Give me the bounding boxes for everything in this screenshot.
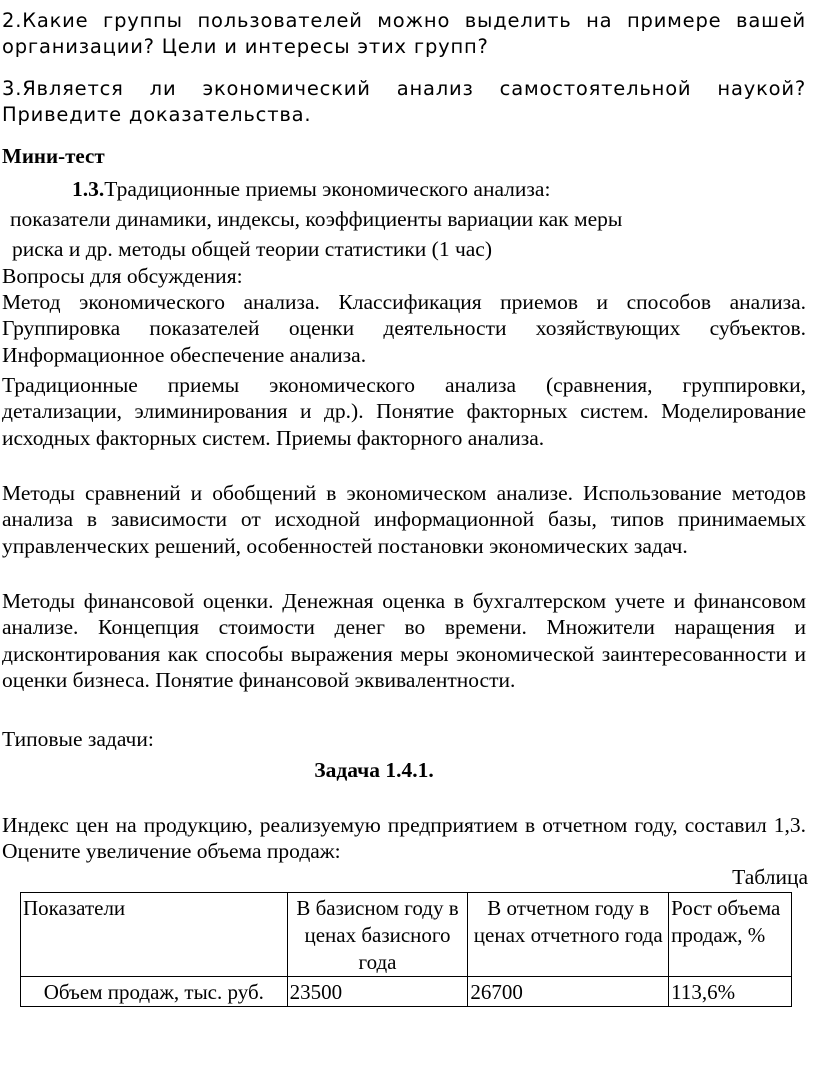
mini-test-heading: Мини-тест: [2, 144, 105, 168]
table-header-row: [21, 893, 792, 977]
task-text: Индекс цен на продукцию, реализуемую предприятием в отчетном году, составил 1,3. Оцените увеличение объема продаж:: [2, 813, 806, 864]
question-3: 3.Является ли экономический анализ самостоятельной наукой? Приведите доказательства.: [2, 77, 806, 127]
table-row: [21, 977, 792, 1007]
section-title-line3: риска и др. методы общей теории статистики (1 час): [12, 237, 493, 261]
discussion-label: Вопросы для обсуждения:: [2, 264, 243, 288]
paragraph-comparison-methods: Методы сравнений и обобщений в экономическом анализе. Использование методов анализа в зависимости от исходной информационной базы, типов принимаемых управленческих решений, особенностей постановки экономических задач.: [2, 481, 806, 558]
header-cell-growth: Рост объема продаж, %: [669, 893, 792, 977]
header-cell-indicator: Показатели: [21, 893, 288, 977]
section-title-text: Традиционные приемы экономического анализа:: [104, 177, 551, 201]
header-cell-base-year: В базисном году в ценах базисного года: [287, 893, 468, 977]
paragraph-financial-valuation: Методы финансовой оценки. Денежная оценка в бухгалтерском учете и финансовом анализе. Концепция стоимости денег во времени. Множители наращения и дисконтирования как способы выражения меры экономической заинтересованности и оценки бизнеса. Понятие финансовой эквивалентности.: [2, 589, 806, 693]
task-title: Задача 1.4.1.: [314, 758, 434, 782]
row-cell-base-year: 23500: [287, 977, 468, 1007]
paragraph-traditional-techniques: Традиционные приемы экономического анализа (сравнения, группировки, детализации, элиминирования и др.). Понятие факторных систем. Моделирование исходных факторных систем. Приемы факторного анализа.: [2, 373, 806, 450]
section-title-line2: показатели динамики, индексы, коэффициенты вариации как меры: [10, 207, 623, 231]
row-cell-growth: 113,6%: [669, 977, 792, 1007]
row-cell-report-year: 26700: [468, 977, 669, 1007]
row-cell-indicator: Объем продаж, тыс. руб.: [21, 977, 288, 1007]
paragraph-method: Метод экономического анализа. Классификация приемов и способов анализа. Группировка показателей оценки деятельности хозяйствующих субъектов. Информационное обеспечение анализа.: [2, 290, 806, 367]
table-label: Таблица: [732, 865, 808, 889]
header-cell-report-year: В отчетном году в ценах отчетного года: [468, 893, 669, 977]
sales-volume-table: [20, 892, 792, 1007]
section-title-line1: [72, 176, 792, 202]
question-2: 2.Какие группы пользователей можно выделить на примере вашей организации? Цели и интересы этих групп?: [2, 9, 806, 59]
typical-tasks-label: Типовые задачи:: [2, 727, 154, 751]
section-number: 1.3.: [72, 177, 105, 201]
